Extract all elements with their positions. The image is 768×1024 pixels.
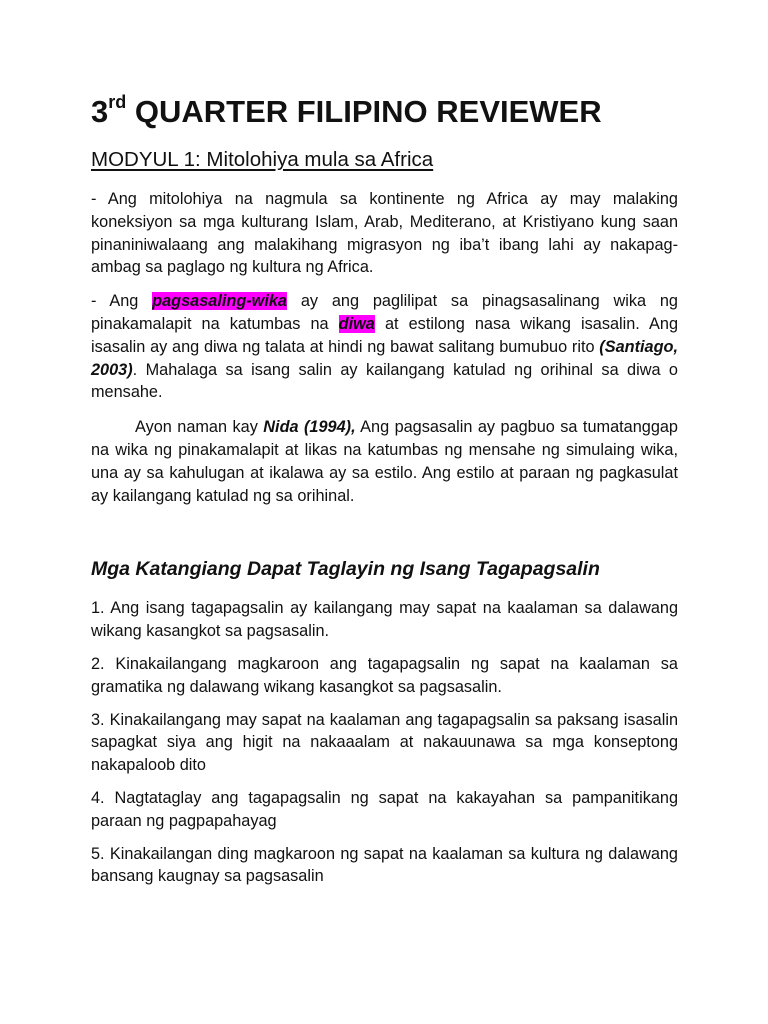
title-text: QUARTER FILIPINO REVIEWER bbox=[126, 94, 602, 129]
paragraph-text: ay ang paglilipat sa pinagsasalinang wika ng pinakamalapit na katumbas na bbox=[91, 292, 678, 333]
paragraph-text: - Ang bbox=[91, 292, 153, 311]
modyul-heading: MODYUL 1: Mitolohiya mula sa Africa bbox=[91, 148, 434, 171]
section-subheading: Mga Katangiang Dapat Taglayin ng Isang Tagapagsalin bbox=[91, 558, 600, 581]
paragraph-text: Ang pagsasalin ay pagbuo sa tumatanggap na wika ng pinakamalapit at likas na katumbas ng mensahe ng simulaing wika, una ay sa kahulugan at ikalawa ay sa estilo. Ang estilo at paraan ng pagkasulat ay kailangang katulad ng sa orihinal. bbox=[91, 418, 678, 505]
title-ordinal: 3 bbox=[91, 94, 109, 129]
page-title bbox=[91, 88, 678, 136]
paragraph-text: at estilong nasa wikang isasalin. Ang isasalin ay ang diwa ng talata at hindi ng bawat salitang bumubuo rito bbox=[91, 314, 678, 356]
citation-santiago: (Santiago, 2003) bbox=[91, 337, 678, 379]
paragraph-nida bbox=[91, 416, 678, 507]
paragraph-pagsasaling-wika bbox=[91, 290, 678, 404]
list-item: 5. Kinakailangan ding magkaroon ng sapat na kaalaman sa kultura ng dalawang bansang kaugnay sa pagsasalin bbox=[91, 844, 678, 886]
document-page bbox=[91, 88, 678, 888]
paragraph-text: . Mahalaga sa isang salin ay kailangang katulad ng orihinal sa diwa o mensahe. bbox=[91, 360, 678, 402]
list-item: 1. Ang isang tagapagsalin ay kailangang may sapat na kaalaman sa dalawang wikang kasangkot sa pagsasalin. bbox=[91, 599, 678, 641]
paragraph-text: Ayon naman kay bbox=[135, 418, 264, 437]
title-ordinal-suffix: rd bbox=[108, 92, 127, 112]
list-item: 2. Kinakailangang magkaroon ang tagapagsalin ng sapat na kaalaman sa gramatika ng dalawang wikang kasangkot sa pagsasalin. bbox=[91, 654, 678, 696]
citation-nida: Nida (1994), bbox=[263, 418, 356, 437]
list-item: 4. Nagtataglay ang tagapagsalin ng sapat na kakayahan sa pampanitikang paraan ng pagpapahayag bbox=[91, 788, 678, 830]
paragraph-mitolohiya: - Ang mitolohiya na nagmula sa kontinente ng Africa ay may malaking koneksiyon sa mga kulturang Islam, Arab, Mediterano, at Kristiyano kung saan pinaniniwalaang ang malakihang migrasyon ng iba’t ibang lahi ay nakapag-ambag sa paglago ng kultura ng Africa. bbox=[91, 190, 678, 277]
list-item: 3. Kinakailangang may sapat na kaalaman ang tagapagsalin sa paksang isasalin sapagkat siya ang higit na nakaaalam at nakauunawa sa mga konseptong nakapaloob dito bbox=[91, 710, 678, 775]
highlighted-term-pagsasaling-wika: pagsasaling-wika bbox=[152, 292, 287, 311]
highlighted-term-diwa: diwa bbox=[338, 314, 375, 333]
